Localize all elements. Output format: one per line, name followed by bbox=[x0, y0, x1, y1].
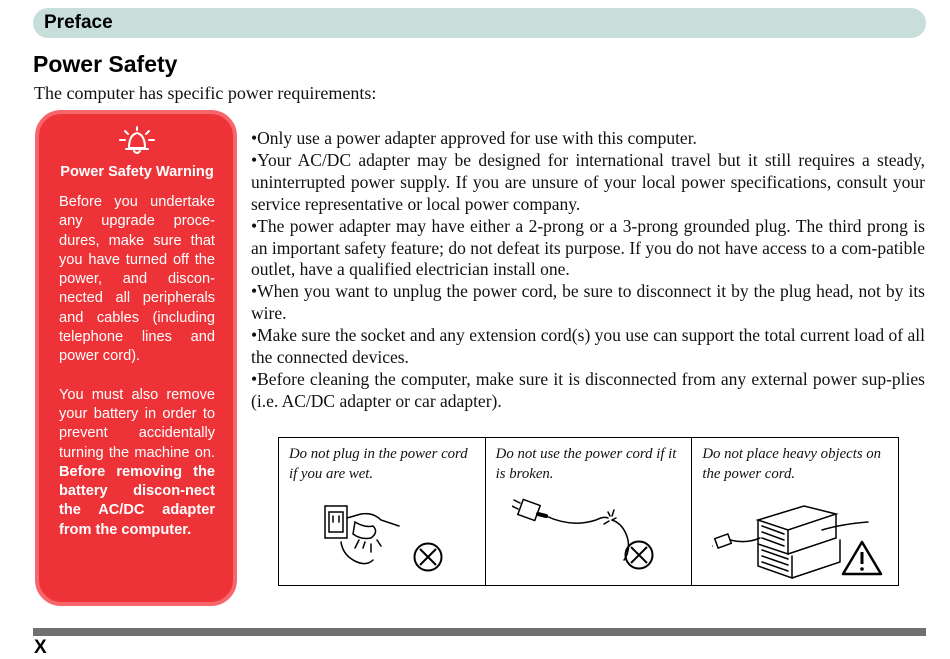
section-header-bar bbox=[33, 8, 926, 38]
safety-illustrations-table bbox=[278, 437, 899, 586]
figure-cell-wet-hands bbox=[279, 438, 485, 585]
page-title: Power Safety bbox=[33, 51, 178, 77]
power-requirements-list bbox=[251, 128, 925, 413]
warning-bell-icon bbox=[117, 124, 157, 156]
intro-text: The computer has specific power requirements: bbox=[34, 83, 377, 103]
wet-hand-plug-icon bbox=[321, 496, 411, 576]
page-number: X bbox=[34, 637, 47, 658]
figure-cell-broken-cord bbox=[485, 438, 692, 585]
list-item: •Make sure the socket and any extension cord(s) you use can support the total current load of all the connected devices. bbox=[251, 325, 925, 368]
warning-paragraph-2-bold: Before removing the battery discon-nect the AC/DC adapter from the computer. bbox=[59, 463, 215, 538]
warning-paragraph-2 bbox=[59, 386, 215, 540]
footer-rule bbox=[33, 628, 926, 636]
warning-paragraph-1: Before you undertake any upgrade proce-dures, make sure that you have turned off the power, and discon-nected all peripherals and cables (including telephone lines and power cord). bbox=[59, 194, 215, 365]
list-item: •Your AC/DC adapter may be designed for international travel but it still requires a steady, uninterrupted power supply. If you are unsure of your local power specifications, consult your service representative or local power company. bbox=[251, 149, 925, 214]
prohibited-icon bbox=[412, 541, 444, 573]
warning-paragraph-2-text: You must also remove your battery in order to prevent accidentally turning the machine on. bbox=[59, 386, 215, 461]
prohibited-icon bbox=[623, 539, 655, 571]
list-item: •Only use a power adapter approved for use with this computer. bbox=[251, 128, 697, 148]
figure-caption: Do not use the power cord if it is broken. bbox=[495, 446, 677, 482]
figure-cell-heavy-objects bbox=[691, 438, 898, 585]
power-safety-warning-box bbox=[35, 110, 237, 606]
warning-title: Power Safety Warning bbox=[60, 164, 214, 180]
figure-caption: Do not plug in the power cord if you are wet. bbox=[289, 446, 468, 482]
list-item: •The power adapter may have either a 2-prong or a 3-prong grounded plug. The third prong is an important safety feature; do not defeat its purpose. If you do not have access to a com-patible outlet, have a qualified electrician install one. bbox=[251, 215, 925, 280]
caution-triangle-icon bbox=[840, 539, 884, 577]
section-title: Preface bbox=[44, 12, 113, 33]
list-item: •Before cleaning the computer, make sure it is disconnected from any external power sup-plies (i.e. AC/DC adapter or car adapter). bbox=[251, 368, 925, 411]
figure-caption: Do not place heavy objects on the power cord. bbox=[702, 446, 882, 482]
list-item: •When you want to unplug the power cord, be sure to disconnect it by the plug head, not by its wire. bbox=[251, 281, 925, 324]
